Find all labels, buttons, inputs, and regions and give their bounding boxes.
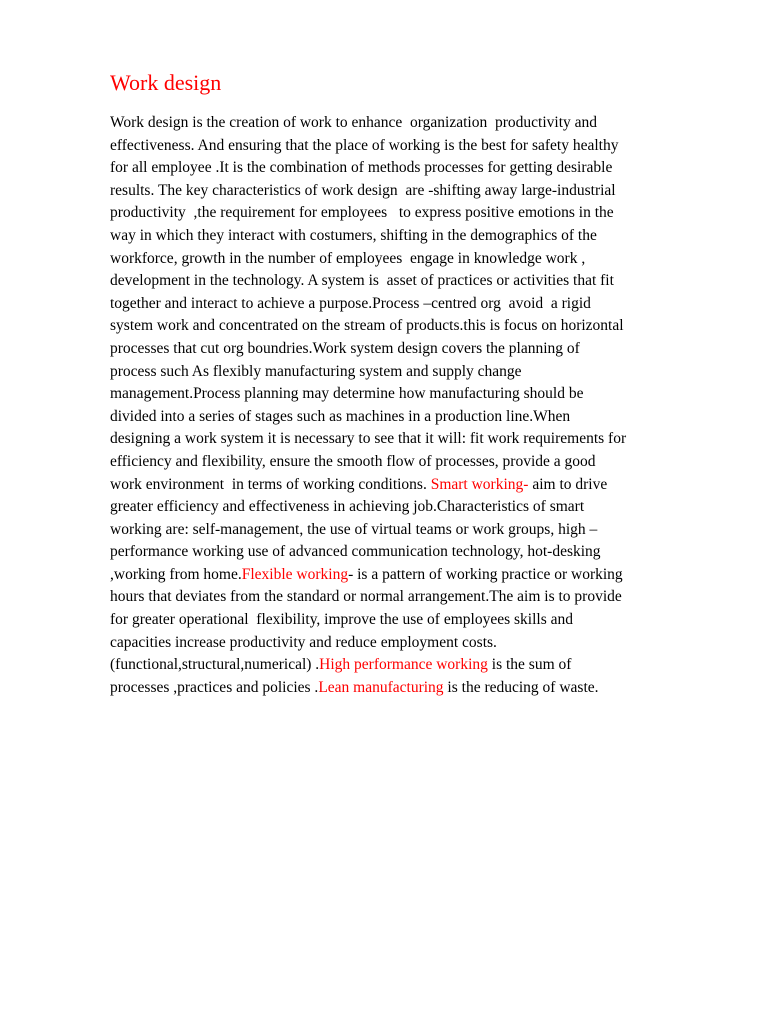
paragraph-line xyxy=(110,383,626,406)
text-run: workforce, growth in the number of employees engage in knowledge work , xyxy=(110,249,586,267)
paragraph-line xyxy=(110,338,626,361)
paragraph-line xyxy=(110,632,626,655)
text-run: process such As flexibly manufacturing system and supply change xyxy=(110,362,522,380)
paragraph-line xyxy=(110,315,626,338)
text-run: development in the technology. A system is asset of practices or activities that fit xyxy=(110,272,614,290)
text-run: processes ,practices and policies . xyxy=(110,678,319,696)
paragraph-line xyxy=(110,248,626,271)
text-run: for all employee .It is the combination of methods processes for getting desirable xyxy=(110,159,613,177)
text-run: (functional,structural,numerical) . xyxy=(110,656,320,674)
paragraph-line xyxy=(110,225,626,248)
paragraph-line xyxy=(110,180,626,203)
paragraph-line xyxy=(110,677,626,700)
text-run: productivity ,the requirement for employees to express positive emotions in the xyxy=(110,204,614,222)
text-run: performance working use of advanced communication technology, hot-desking xyxy=(110,543,601,561)
paragraph-line xyxy=(110,654,626,677)
paragraph-line xyxy=(110,406,626,429)
paragraph-line xyxy=(110,474,626,497)
text-run: is the reducing of waste. xyxy=(443,678,599,696)
body-paragraph xyxy=(110,112,626,699)
text-run: aim to drive xyxy=(528,475,608,493)
highlighted-term: Flexible working xyxy=(241,565,349,583)
paragraph-line xyxy=(110,496,626,519)
highlighted-term: Smart working- xyxy=(430,475,529,493)
text-run: way in which they interact with costumers, shifting in the demographics of the xyxy=(110,226,597,244)
text-run: divided into a series of stages such as machines in a production line.When xyxy=(110,407,571,425)
paragraph-line xyxy=(110,586,626,609)
text-run: - is a pattern of working practice or working xyxy=(348,565,623,583)
text-run: together and interact to achieve a purpose.Process –centred org avoid a rigid xyxy=(110,294,591,312)
text-run: ,working from home. xyxy=(110,565,242,583)
paragraph-line xyxy=(110,293,626,316)
paragraph-line xyxy=(110,270,626,293)
paragraph-line xyxy=(110,361,626,384)
highlighted-term: Lean manufacturing xyxy=(318,678,444,696)
highlighted-term: High performance working xyxy=(319,656,488,674)
text-run: Work design is the creation of work to enhance organization productivity and xyxy=(110,114,598,131)
paragraph-line xyxy=(110,519,626,542)
text-run: processes that cut org boundries.Work system design covers the planning of xyxy=(110,339,580,357)
text-run: designing a work system it is necessary to see that it will: fit work requirements for xyxy=(110,430,627,448)
text-run: is the sum of xyxy=(487,656,572,674)
text-run: system work and concentrated on the stream of products.this is focus on horizontal xyxy=(110,317,624,335)
paragraph-line xyxy=(110,428,626,451)
paragraph-line xyxy=(110,202,626,225)
text-run: efficiency and flexibility, ensure the smooth flow of processes, provide a good xyxy=(110,452,596,470)
paragraph-line xyxy=(110,541,626,564)
text-run: results. The key characteristics of work design are -shifting away large-industrial xyxy=(110,181,616,199)
text-run: capacities increase productivity and reduce employment costs. xyxy=(110,633,497,651)
paragraph-line xyxy=(110,157,626,180)
text-run: hours that deviates from the standard or normal arrangement.The aim is to provide xyxy=(110,588,622,606)
text-run: greater efficiency and effectiveness in achieving job.Characteristics of smart xyxy=(110,498,585,516)
text-run: work environment in terms of working conditions. xyxy=(110,475,431,493)
text-run: for greater operational flexibility, improve the use of employees skills and xyxy=(110,611,573,629)
paragraph-line xyxy=(110,451,626,474)
text-run: effectiveness. And ensuring that the place of working is the best for safety healthy xyxy=(110,136,619,154)
paragraph-line xyxy=(110,112,626,135)
paragraph-line xyxy=(110,609,626,632)
paragraph-line xyxy=(110,135,626,158)
paragraph-line xyxy=(110,564,626,587)
text-run: working are: self-management, the use of virtual teams or work groups, high – xyxy=(110,520,598,538)
document-title: Work design xyxy=(110,70,222,95)
text-run: management.Process planning may determine how manufacturing should be xyxy=(110,385,584,403)
